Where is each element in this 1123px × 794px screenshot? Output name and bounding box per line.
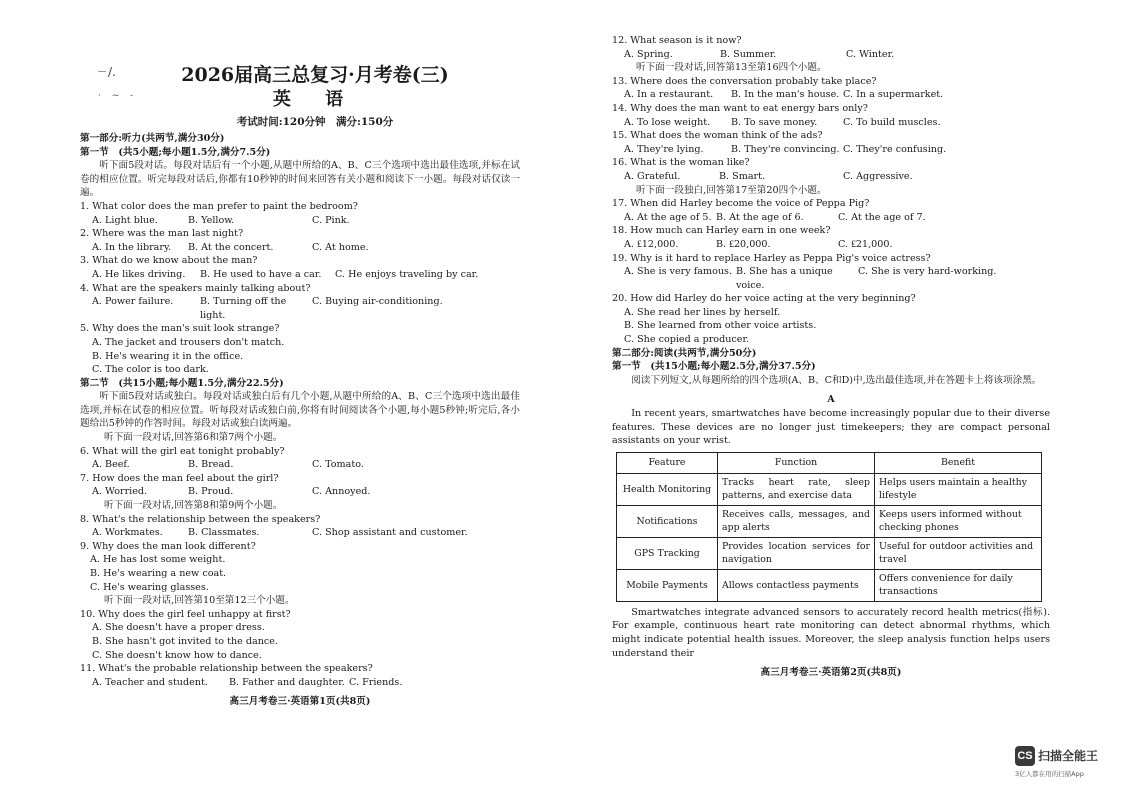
- question-stem: 15. What does the woman think of the ads?: [612, 130, 823, 142]
- table-cell: Provides location services for navigation: [718, 537, 875, 569]
- part-heading: 第二部分:阅读(共两节,满分50分): [612, 347, 757, 359]
- lead-in: 听下面一段对话,回答第10至第12三个小题。: [104, 595, 295, 607]
- option-c: C. She doesn't know how to dance.: [92, 649, 262, 661]
- question-stem: 20. How did Harley do her voice acting at the very beginning?: [612, 293, 916, 305]
- question-14: [612, 102, 1050, 129]
- table-cell: Tracks heart rate, sleep patterns, and exercise data: [718, 473, 875, 505]
- option-a: A. In a restaurant.: [624, 89, 714, 101]
- question-19: [612, 252, 1050, 293]
- passage-paragraph-1: In recent years, smartwatches have become increasingly popular due to their diverse features. These devices are no longer just timekeepers; they are compact personal assistants on your wrist.: [612, 408, 1050, 447]
- option-a: A. Grateful.: [624, 170, 681, 182]
- lead-in: 听下面一段对话,回答第13至第16四个小题。: [636, 62, 827, 74]
- table-cell: Mobile Payments: [617, 569, 718, 601]
- table-cell: Keeps users informed without checking phones: [875, 505, 1042, 537]
- question-5: [80, 322, 520, 376]
- question-stem: 7. How does the man feel about the girl?: [80, 472, 279, 484]
- question-stem: 8. What's the relationship between the speakers?: [80, 513, 321, 525]
- question-11: [80, 662, 520, 689]
- option-a: A. He likes driving.: [92, 268, 186, 280]
- table-header: Function: [718, 452, 875, 473]
- option-c: C. ₤21,000.: [838, 238, 893, 250]
- option-c: C. He's wearing glasses.: [90, 581, 209, 593]
- question-13: [612, 75, 1050, 102]
- option-b: B. Father and daughter.: [229, 676, 345, 688]
- question-8: [80, 513, 520, 540]
- handwritten-mark-2: · ~ -: [98, 91, 138, 101]
- option-b: B. She learned from other voice artists.: [624, 320, 817, 332]
- exam-title: 2026届高三总复习·月考卷(三): [181, 64, 449, 86]
- option-b: B. Classmates.: [188, 527, 260, 539]
- section-heading: 第二节 (共15小题;每小题1.5分,满分22.5分): [80, 377, 284, 389]
- option-c: C. Winter.: [846, 48, 895, 60]
- watermark-brand: 扫描全能王: [1038, 748, 1099, 763]
- option-b: B. Smart.: [719, 170, 766, 182]
- question-stem: 1. What color does the man prefer to paint the bedroom?: [80, 200, 358, 212]
- question-stem: 2. Where was the man last night?: [80, 228, 244, 240]
- question-stem: 19. Why is it hard to replace Harley as Peppa Pig's voice actress?: [612, 252, 931, 264]
- passage-paragraph-2: Smartwatches integrate advanced sensors to accurately record health metrics(指标). For example, continuous heart rate monitoring can detect abnormal rhythms, which might indicate potential health issues. Moreover, the sleep analysis function helps users understand their: [612, 606, 1050, 659]
- option-a: A. ₤12,000.: [624, 238, 679, 250]
- option-a: A. She doesn't have a proper dress.: [92, 622, 265, 634]
- option-b: B. Proud.: [188, 486, 234, 498]
- option-a: A. She is very famous.: [624, 266, 732, 278]
- table-header-row: [617, 452, 1042, 473]
- question-10: [80, 608, 520, 662]
- section-heading: 第一节 (共15小题;每小题2.5分,满分37.5分): [612, 361, 816, 373]
- feature-table: [616, 452, 1042, 602]
- table-cell: GPS Tracking: [617, 537, 718, 569]
- option-a: A. He has lost some weight.: [90, 554, 226, 566]
- lead-in: 听下面一段独白,回答第17至第20四个小题。: [636, 184, 827, 196]
- option-b: B. ₤20,000.: [716, 238, 771, 250]
- lead-in: 听下面一段对话,回答第6和第7两个小题。: [104, 432, 283, 444]
- table-row: [617, 473, 1042, 505]
- question-4: [80, 282, 520, 323]
- question-stem: 18. How much can Harley earn in one week?: [612, 225, 831, 237]
- option-c: C. She is very hard-working.: [858, 266, 997, 278]
- question-20: [612, 292, 1050, 346]
- question-stem: 5. Why does the man's suit look strange?: [80, 323, 280, 335]
- table-cell: Health Monitoring: [617, 473, 718, 505]
- scanner-watermark: [1015, 746, 1107, 782]
- option-a: A. At the age of 5.: [624, 211, 712, 223]
- table-cell: Allows contactless payments: [718, 569, 875, 601]
- question-6: [80, 445, 520, 472]
- section-heading: 第一节 (共5小题;每小题1.5分,满分7.5分): [80, 146, 271, 158]
- option-b: B. She has a unique voice.: [736, 266, 833, 291]
- option-a: A. Power failure.: [92, 296, 174, 308]
- option-b: B. To save money.: [731, 116, 818, 128]
- page-footer: 高三月考卷三·英语第2页(共8页): [760, 667, 902, 679]
- question-stem: 10. Why does the girl feel unhappy at first?: [80, 608, 291, 620]
- option-a: A. Teacher and student.: [92, 676, 208, 688]
- option-c: C. Annoyed.: [312, 486, 371, 498]
- option-c: C. The color is too dark.: [92, 364, 209, 376]
- question-1: [80, 200, 520, 227]
- option-c: C. In a supermarket.: [843, 89, 944, 101]
- option-a: A. Worried.: [92, 486, 148, 498]
- question-12: [612, 34, 1050, 61]
- table-row: [617, 537, 1042, 569]
- passage-label: A: [827, 394, 835, 406]
- table-cell: Offers convenience for daily transactions: [875, 569, 1042, 601]
- option-a: A. To lose weight.: [624, 116, 711, 128]
- option-c: C. At home.: [312, 241, 369, 253]
- option-c: C. She copied a producer.: [624, 334, 750, 346]
- instructions: 阅读下列短文,从每题所给的四个选项(A、B、C和D)中,选出最佳选项,并在答题卡上将该项涂黑。: [631, 374, 1042, 386]
- lead-in: 听下面一段对话,回答第8和第9两个小题。: [104, 500, 283, 512]
- option-c: C. Shop assistant and customer.: [312, 527, 468, 539]
- question-stem: 13. Where does the conversation probably take place?: [612, 75, 877, 87]
- option-c: C. He enjoys traveling by car.: [335, 268, 479, 280]
- option-a: A. She read her lines by herself.: [624, 306, 781, 318]
- option-b: B. Turning off the light.: [200, 296, 287, 321]
- page-1: [80, 0, 520, 709]
- part-heading: 第一部分:听力(共两节,满分30分): [80, 133, 225, 144]
- question-2: [80, 227, 520, 254]
- question-3: [80, 254, 520, 281]
- option-c: C. To build muscles.: [843, 116, 941, 128]
- option-c: C. At the age of 7.: [838, 211, 926, 223]
- question-stem: 3. What do we know about the man?: [80, 255, 258, 267]
- option-b: B. Yellow.: [188, 214, 235, 226]
- question-stem: 17. When did Harley become the voice of Peppa Pig?: [612, 198, 870, 210]
- question-7: [80, 472, 520, 499]
- option-c: C. Pink.: [312, 214, 350, 226]
- option-b: B. Bread.: [188, 459, 234, 471]
- question-stem: 9. Why does the man look different?: [80, 540, 256, 552]
- page-2: [612, 34, 1050, 680]
- table-row: [617, 569, 1042, 601]
- option-c: C. Tomato.: [312, 459, 364, 471]
- option-b: B. At the concert.: [188, 241, 274, 253]
- instructions: 听下面5段对话。每段对话后有一个小题,从题中所给的A、B、C三个选项中选出最佳选项,并标在试卷的相应位置。听完每段对话后,你都有10秒钟的时间来回答有关小题和阅读下一小题。每段对话仅读一遍。: [80, 160, 520, 199]
- question-9: [80, 540, 520, 594]
- option-a: A. In the library.: [92, 241, 172, 253]
- option-a: A. Beef.: [92, 459, 130, 471]
- question-15: [612, 129, 1050, 156]
- table-cell: Useful for outdoor activities and travel: [875, 537, 1042, 569]
- option-c: C. Aggressive.: [843, 170, 913, 182]
- option-c: C. They're confusing.: [843, 143, 947, 155]
- option-b: B. She hasn't got invited to the dance.: [92, 635, 279, 647]
- question-stem: 11. What's the probable relationship between the speakers?: [80, 663, 373, 675]
- question-stem: 12. What season is it now?: [612, 35, 742, 46]
- question-stem: 4. What are the speakers mainly talking about?: [80, 282, 311, 294]
- table-cell: Receives calls, messages, and app alerts: [718, 505, 875, 537]
- table-cell: Helps users maintain a healthy lifestyle: [875, 473, 1042, 505]
- question-stem: 6. What will the girl eat tonight probably?: [80, 445, 285, 457]
- table-cell: Notifications: [617, 505, 718, 537]
- subject-title: 英 语: [272, 89, 358, 110]
- option-b: B. In the man's house.: [731, 89, 840, 101]
- option-b: B. At the age of 6.: [716, 211, 804, 223]
- handwritten-mark: ㄧ/.: [96, 65, 116, 79]
- page-footer: 高三月考卷三·英语第1页(共8页): [229, 696, 371, 708]
- option-b: B. They're convincing.: [731, 143, 840, 155]
- option-a: A. Light blue.: [92, 214, 158, 226]
- table-header: Benefit: [875, 452, 1042, 473]
- option-a: A. They're lying.: [624, 143, 704, 155]
- exam-info: 考试时间:120分钟 满分:150分: [236, 116, 394, 128]
- option-a: A. Spring.: [624, 48, 673, 60]
- option-c: C. Friends.: [349, 676, 403, 688]
- table-row: [617, 505, 1042, 537]
- watermark-slogan: 3亿人都在用的扫描App: [1015, 770, 1084, 779]
- option-b: B. He's wearing it in the office.: [92, 350, 244, 362]
- camscanner-logo-icon: CS: [1015, 746, 1035, 766]
- question-18: [612, 224, 1050, 251]
- question-stem: 16. What is the woman like?: [612, 157, 750, 169]
- instructions: 听下面5段对话或独白。每段对话或独白后有几个小题,从题中所给的A、B、C三个选项中选出最佳选项,并标在试卷的相应位置。听每段对话或独白前,你将有时间阅读各个小题,每小题5秒钟;听完后,各小题给出5秒钟的作答时间。每段对话或独白读两遍。: [80, 391, 520, 430]
- option-a: A. Workmates.: [92, 527, 163, 539]
- question-17: [612, 197, 1050, 224]
- option-b: B. He used to have a car.: [200, 268, 322, 280]
- question-stem: 14. Why does the man want to eat energy bars only?: [612, 102, 868, 114]
- option-b: B. Summer.: [720, 48, 777, 60]
- option-c: C. Buying air-conditioning.: [312, 296, 443, 308]
- option-a: A. The jacket and trousers don't match.: [92, 336, 285, 348]
- option-b: B. He's wearing a new coat.: [90, 568, 227, 579]
- table-header: Feature: [617, 452, 718, 473]
- question-16: [612, 156, 1050, 183]
